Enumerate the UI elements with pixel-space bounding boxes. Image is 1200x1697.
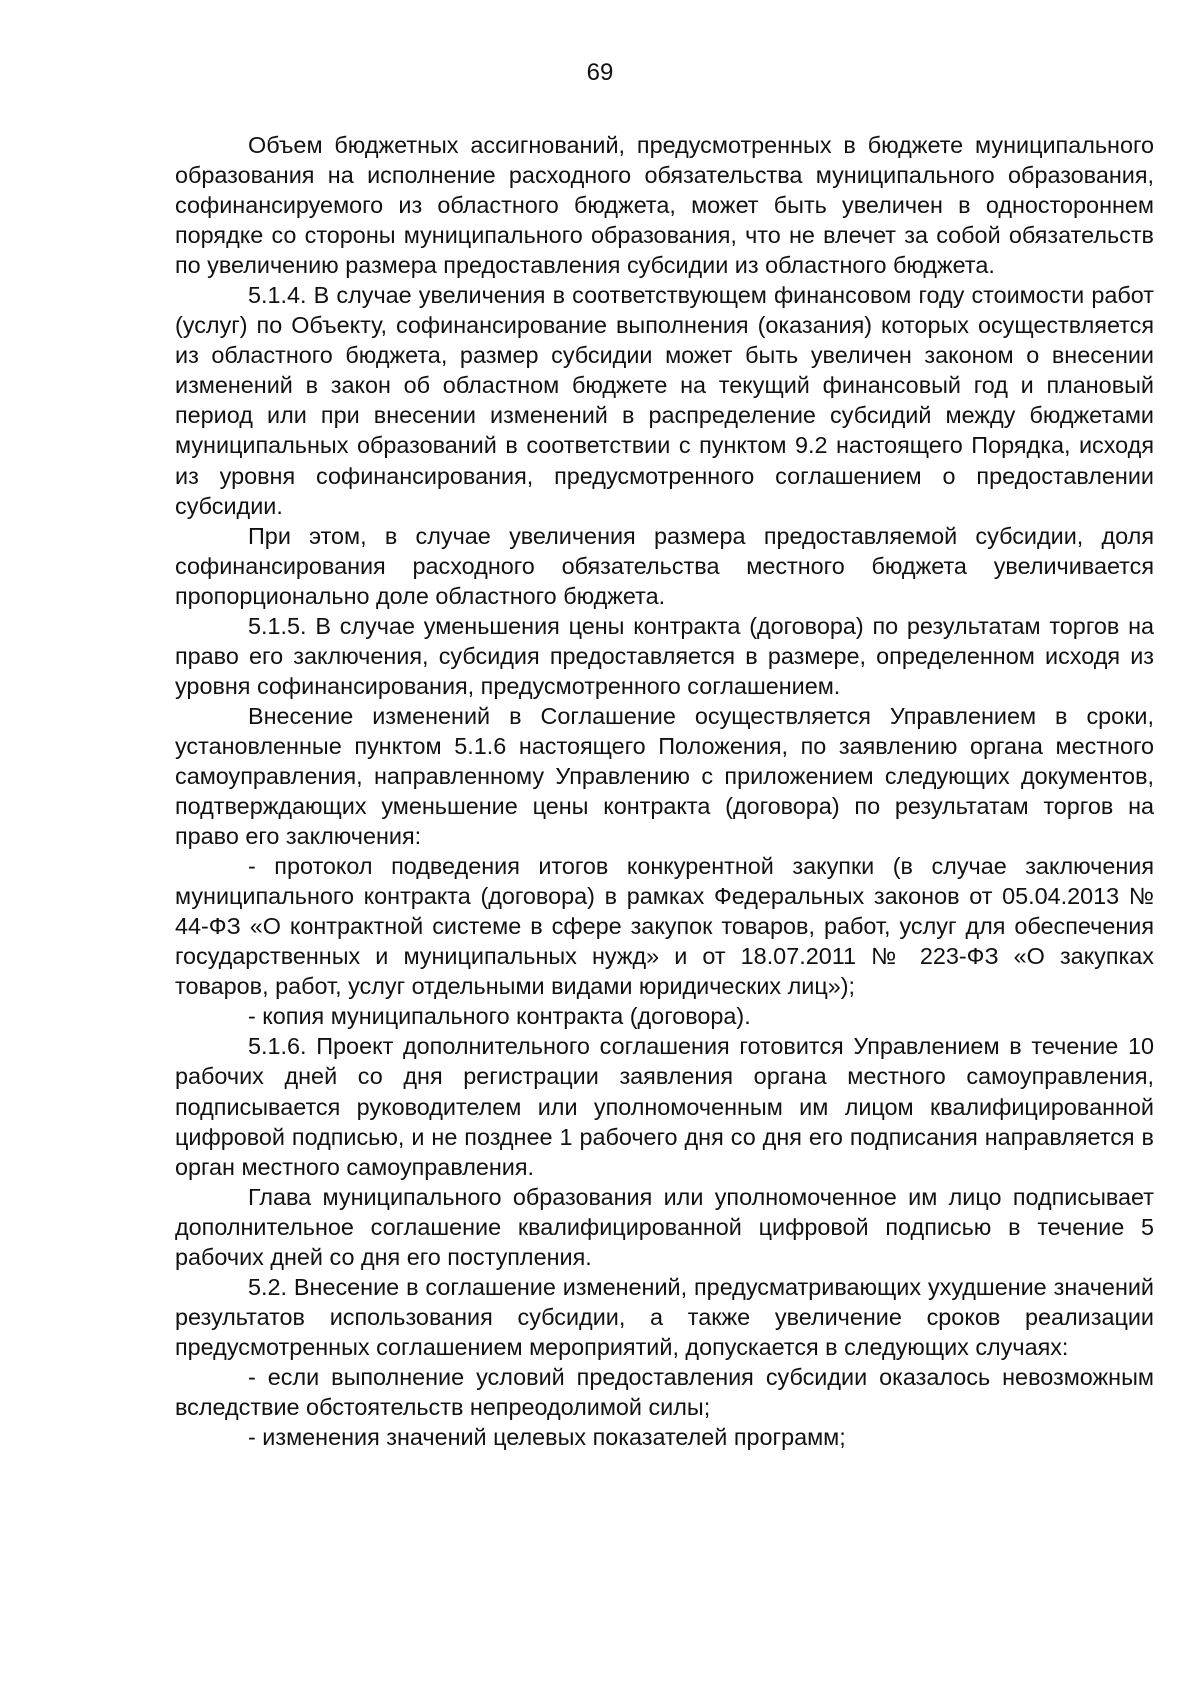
paragraph-5-2: 5.2. Внесение в соглашение изменений, предусматривающих ухудшение значений результатов использования субсидии, а также увеличение сроков реализации предусмотренных соглашением мероприятий, допускается в следующих случаях: — [175, 1273, 1154, 1360]
list-item-protocol: - протокол подведения итогов конкурентной закупки (в случае заключения муниципального контракта (договора) в рамках Федеральных законов от 05.04.2013 № 44-ФЗ «О контрактной системе в сфере закупок товаров, работ, услуг для обеспечения государственных и муниципальных нужд» и от 18.07.2011 № 223-ФЗ «О закупках товаров, работ, услуг отдельными видами юридических лиц»); — [175, 853, 1154, 1000]
paragraph-5-1-6: 5.1.6. Проект дополнительного соглашения готовится Управлением в течение 10 рабочих дней со дня регистрации заявления органа местного самоуправления, подписывается руководителем или уполномоченным им лицом квалифицированной цифровой подписью, и не позднее 1 рабочего дня со дня его подписания направляется в орган местного самоуправления. — [175, 1033, 1154, 1180]
paragraph-budget-allocation: Объем бюджетных ассигнований, предусмотренных в бюджете муниципального образования на исполнение расходного обязательства муниципального образования, софинансируемого из областного бюджета, может быть увеличен в одностороннем порядке со стороны муниципального образования, что не влечет за собой обязательств по увеличению размера предоставления субсидии из областного бюджета. — [175, 132, 1154, 279]
document-body — [175, 130, 1154, 1452]
list-item-force-majeure: - если выполнение условий предоставления субсидии оказалось невозможным вследствие обстоятельств непреодолимой силы; — [175, 1363, 1154, 1420]
paragraph-5-1-4: 5.1.4. В случае увеличения в соответствующем финансовом году стоимости работ (услуг) по Объекту, софинансирование выполнения (оказания) которых осуществляется из областного бюджета, размер субсидии может быть увеличен законом о внесении изменений в закон об областном бюджете на текущий финансовый год и плановый период или при внесении изменений в распределение субсидий между бюджетами муниципальных образований в соответствии с пунктом 9.2 настоящего Порядка, исходя из уровня софинансирования, предусмотренного соглашением о предоставлении субсидии. — [175, 282, 1154, 519]
list-item-target-indicators: - изменения значений целевых показателей программ; — [248, 1424, 846, 1451]
page-number: 69 — [586, 59, 614, 86]
list-item-contract-copy: - копия муниципального контракта (договора). — [248, 1003, 751, 1030]
paragraph-head-signature: Глава муниципального образования или уполномоченное им лицо подписывает дополнительное соглашение квалифицированной цифровой подписью в течение 5 рабочих дней со дня его поступления. — [175, 1183, 1154, 1270]
paragraph-5-1-5: 5.1.5. В случае уменьшения цены контракта (договора) по результатам торгов на право его заключения, субсидия предоставляется в размере, определенном исходя из уровня софинансирования, предусмотренного соглашением. — [175, 612, 1154, 699]
paragraph-agreement-changes: Внесение изменений в Соглашение осуществляется Управлением в сроки, установленные пунктом 5.1.6 настоящего Положения, по заявлению органа местного самоуправления, направленному Управлению с приложением следующих документов, подтверждающих уменьшение цены контракта (договора) по результатам торгов на право его заключения: — [175, 702, 1154, 850]
paragraph-cofinancing-share: При этом, в случае увеличения размера предоставляемой субсидии, доля софинансирования расходного обязательства местного бюджета увеличивается пропорционально доле областного бюджета. — [175, 522, 1154, 609]
